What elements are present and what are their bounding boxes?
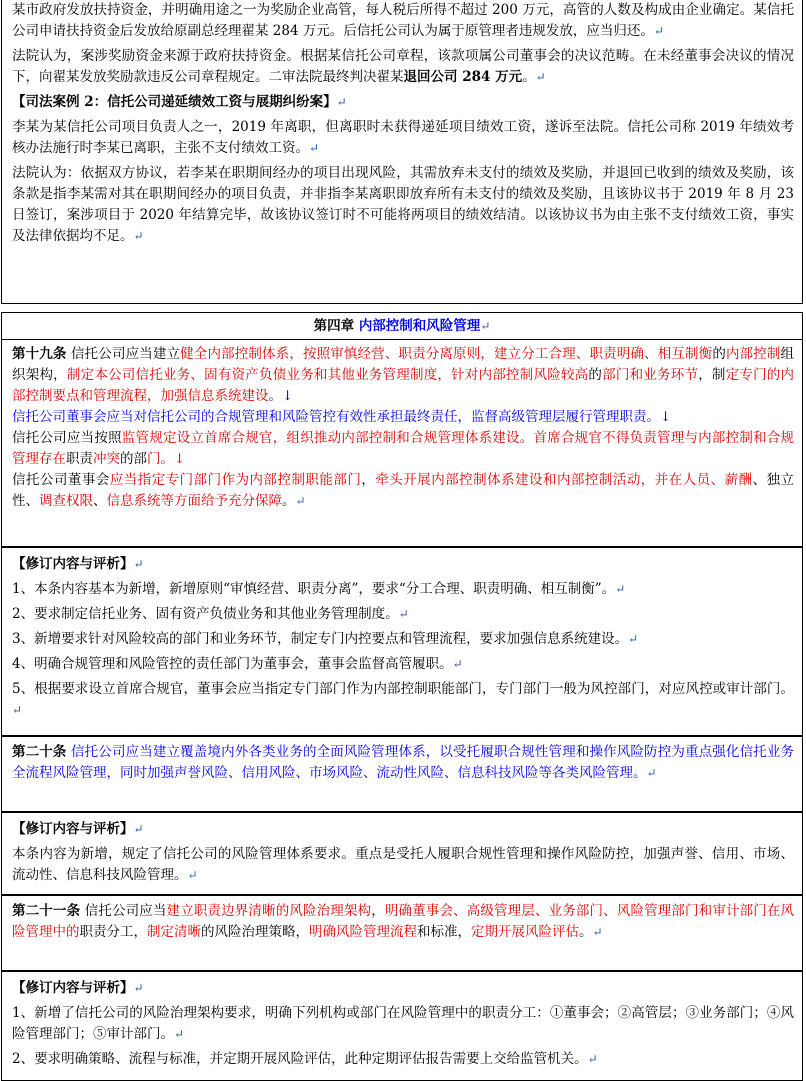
- revision-21-title: 【修订内容与评析】↵: [12, 980, 144, 996]
- article-19-para-3: [2, 428, 802, 470]
- article-19: [1, 339, 803, 547]
- text-run: 。: [579, 924, 593, 940]
- text-run: 内部控制: [725, 346, 781, 362]
- revision-20-title: 【修订内容与评析】↵: [12, 821, 144, 837]
- text-run: ，: [371, 903, 385, 919]
- revision-19-item: 5、根据要求设立首席合规官，董事会应当指定专门部门作为内部控制职能部门，专门部门一般为风控部门，对应风控或审计部门。↵: [12, 681, 794, 717]
- revision-19-item: 4、明确合规管理和风险管控的责任部门为董事会，董事会监督高管履职。↵: [12, 656, 463, 672]
- text-run: 调查权限: [39, 493, 93, 509]
- text-run: 建立职责边界清晰的风险治理架构: [166, 903, 372, 919]
- text-run: 明确风险管理流程: [309, 924, 417, 940]
- text-run: ，制: [698, 367, 726, 383]
- text-run: 。: [282, 493, 296, 509]
- text-run: 门。↓: [147, 451, 186, 467]
- revision-19-item: 3、新增要求针对风险较高的部门和业务环节，制定专门内控要点和管理流程，要求加强信息系统建设。↵: [12, 631, 639, 647]
- text-run: 信托公司应当按照: [12, 430, 122, 446]
- text-run: 牵头开展内部控制体系建设和内部控制活动，并在人员、: [375, 472, 725, 488]
- text-run: 薪酬: [724, 472, 753, 488]
- revision-19-item: 2、要求制定信托业务、固有资产负债业务和其他业务管理制度。↵: [12, 606, 409, 622]
- article-19-label: 第十九条: [12, 346, 67, 362]
- text-run: 的: [712, 346, 726, 362]
- article-20: [1, 736, 803, 812]
- text-run: 。↓: [268, 388, 294, 404]
- text-run: 信托公司应当: [80, 903, 167, 919]
- text-run: 信息系统等方面给予充分保障: [106, 493, 282, 509]
- text-run: 建立分工合理、职责明确、相互制衡: [494, 346, 713, 362]
- text-run: 健全内部控制体系: [180, 346, 290, 362]
- article-19-para-2: 信托公司董事会应当对信托公司的合规管理和风险管控有效性承担最终责任，监督高级管理层履行管理职责。↓: [12, 409, 672, 425]
- text-run: 的部: [120, 451, 147, 467]
- text-run: 和标准: [417, 924, 458, 940]
- text-run: 明确董事会、高级管理层、业务部门、风险管理部门和审计部门在风险管理中的: [12, 903, 795, 940]
- revision-19-item: 1、本条内容基本为新增，新增原则“审慎经营、职责分离”，要求“分工合理、职责明确、相互制衡”。↵: [12, 581, 626, 597]
- case1-ruling: 法院认为，案涉奖励资金来源于政府扶持资金。根据某信托公司章程，该款项属公司董事会的决议范畴。在未经董事会决议的情况下，向翟某发放奖励款违反公司章程规定。二审法院最终判决翟某退回公司 284 万元。↵: [12, 48, 794, 85]
- text-run: ，组织推动内部控制和合规管理体系建设。首席合规官不得负责管理与内部控制和合规管理存在: [12, 430, 795, 467]
- text-run: 加强信息系统建设: [160, 388, 269, 404]
- revision-19: [1, 547, 803, 736]
- article-21: [1, 895, 803, 971]
- article-21-text: 第二十一条 信托公司应当建立职责边界清晰的风险治理架构，明确董事会、高级管理层、业务部门、风险管理部门和审计部门在风险管理中的职责分工，制定清晰的风险治理策略，明确风险管理流程和标准，定期开展风险评估。↵: [12, 903, 795, 940]
- text-run: 监管规定设立首席合规官: [121, 430, 273, 446]
- text-run: 、独立性、: [12, 472, 795, 509]
- revision-21: [1, 971, 803, 1081]
- text-run: 信托公司董事会: [12, 472, 110, 488]
- text-run: 、: [93, 493, 107, 509]
- text-run: 组织架构，: [12, 346, 795, 383]
- text-run: ，: [361, 472, 376, 488]
- revision-21-item: 1、新增了信托公司的风险治理架构要求，明确下列机构或部门在风险管理中的职责分工：①董事会；②高管层；③业务部门；④风险管理部门；⑤审计部门。↵: [12, 1005, 794, 1042]
- text-run: ，: [295, 924, 309, 940]
- case2-ruling: 法院认为：依据双方协议，若李某在职期间经办的项目出现风险，其需放弃未支付的绩效及奖励，并退回已收到的绩效及奖励，该条款是指李某需对其在职期间经办的项目负责，并非指李某离职即放弃所有未支付的绩效及奖励，且该协议书于 2019 年 8 月 23 日签订，案涉项目于 2020 年结算完毕，故该协议签订时不可能将两项目的绩效结清。以该协议书为由主张不支付绩效工资，事实及法律依据均不足。↵: [12, 165, 794, 244]
- case2-fact: 李某为某信托公司项目负责人之一，2019 年离职，但离职时未获得递延项目绩效工资，遂诉至法院。信托公司称 2019 年绩效考核办法施行时李某已离职，主张不支付绩效工资。↵: [12, 119, 794, 156]
- text-run: 信托公司应当建立: [66, 346, 181, 362]
- text-run: 应当指定专门部门作为内部控制职能部门: [109, 472, 362, 488]
- article-19-para-1: [2, 344, 802, 407]
- case-section: [1, 0, 803, 304]
- text-run: 定期开展风险评估: [471, 924, 579, 940]
- text-run: 部门和业务环节: [602, 367, 699, 383]
- chapter-title: 第四章 内部控制和风险管理↵: [313, 318, 491, 334]
- text-run: 定专门的内部控制要点和管理流程，: [12, 367, 795, 404]
- text-run: ，: [457, 924, 471, 940]
- case2-title: 【司法案例 2：信托公司递延绩效工资与展期纠纷案】↵: [12, 94, 347, 110]
- case1-fact: 某市政府发放扶持资金，并明确用途之一为奖励企业高管，每人税后所得不超过 200 万元，高管的人数及构成由企业确定。某信托公司申请扶持资金后发放给原副总经理翟某 284 万元。后信托公司认为属于原管理者违规发放，应当归还。↵: [12, 2, 794, 39]
- text-run: 的: [588, 367, 603, 383]
- revision-20: [1, 812, 803, 895]
- revision-20-text: 本条内容为新增，规定了信托公司的风险管理体系要求。重点是受托人履职合规性管理和操作风险防控，加强声誉、信用、市场、流动性、信息科技风险管理。↵: [12, 846, 794, 883]
- chapter-heading: [1, 312, 803, 339]
- text-run: 冲突: [93, 451, 120, 467]
- text-run: 的风险治理策略: [201, 924, 296, 940]
- article-20-text: 第二十条 信托公司应当建立覆盖境内外各类业务的全面风险管理体系，以受托履职合规性管理和操作风险防控为重点强化信托业务全流程风险管理，同时加强声誉风险、信用风险、市场风险、流动性风险、信息科技风险等各类风险管理。↵: [12, 744, 794, 781]
- text-run: 职责: [66, 451, 93, 467]
- text-run: ，按照审慎经营、职责分离原则，: [289, 346, 494, 362]
- text-run: 制定本公司信托业务、固有资产负债业务和其他业务管理制度，针对内部控制风险较高: [66, 367, 589, 383]
- article-19-para-4: 信托公司董事会应当指定专门部门作为内部控制职能部门，牵头开展内部控制体系建设和内部控制活动，并在人员、薪酬、独立性、调查权限、信息系统等方面给予充分保障。↵: [12, 472, 795, 509]
- text-run: 职责分工: [79, 924, 134, 940]
- revision-21-item: 2、要求明确策略、流程与标准，并定期开展风险评估，此种定期评估报告需要上交给监管机关。↵: [12, 1051, 598, 1067]
- revision-19-title: 【修订内容与评析】↵: [12, 556, 144, 572]
- text-run: ，: [133, 924, 147, 940]
- text-run: 制定清晰: [147, 924, 201, 940]
